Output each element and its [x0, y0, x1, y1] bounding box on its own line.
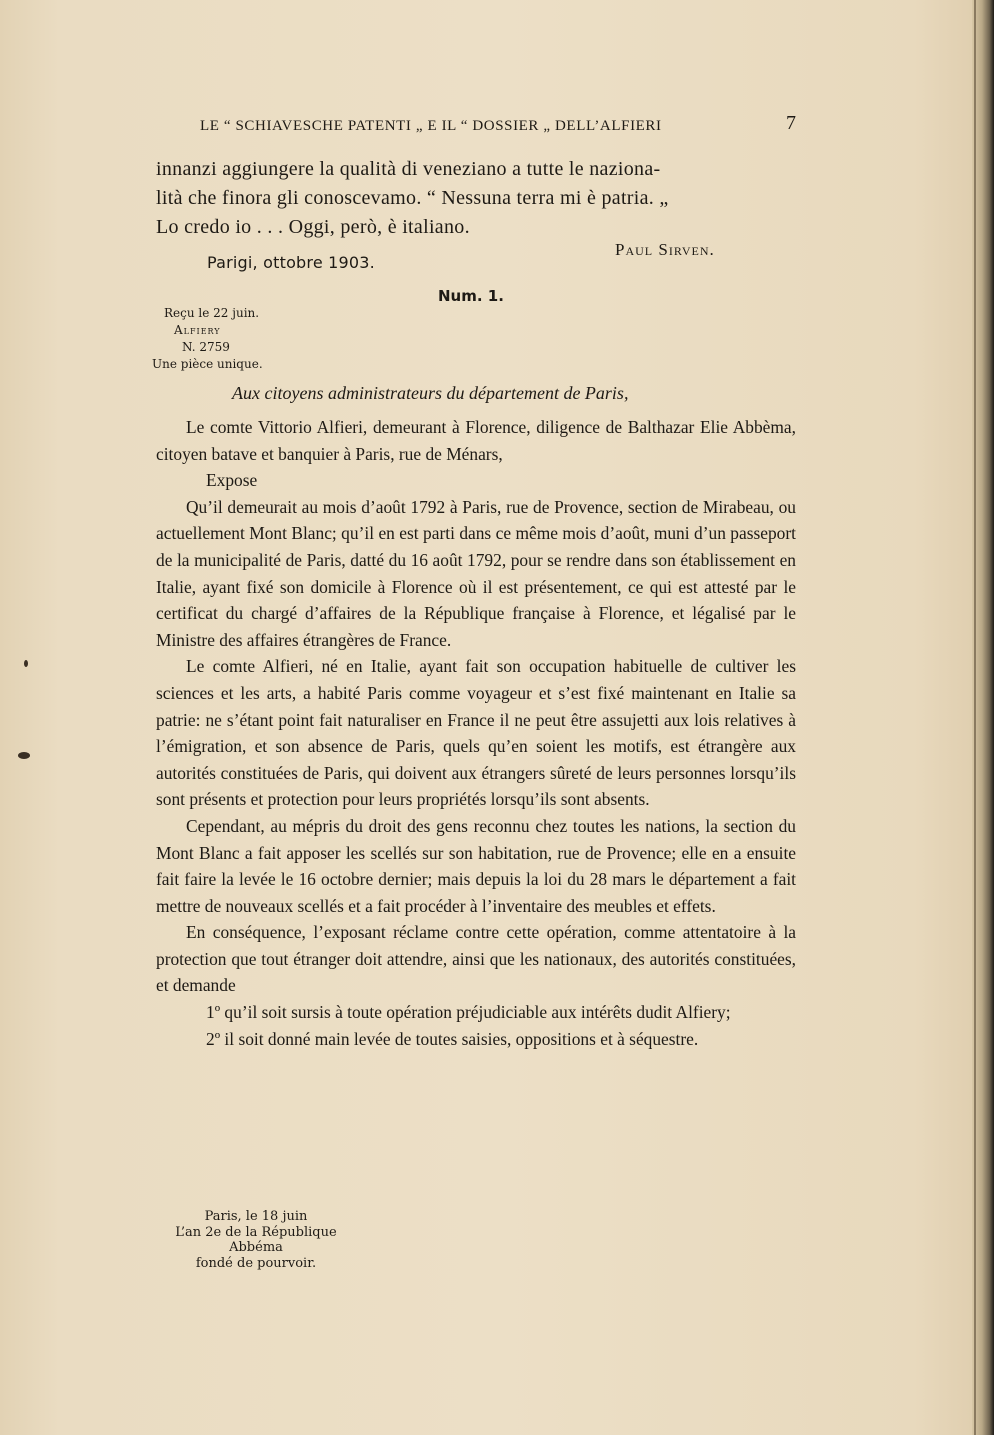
closing-line: Abbéma	[229, 1240, 283, 1255]
ink-speck	[24, 660, 28, 667]
margin-note-line: Une pièce unique.	[152, 357, 263, 371]
paragraph: Cependant, au mépris du droit des gens reconnu chez toutes les nations, la section du Mont Blanc a fait apposer les scellés sur son habitation, rue de Provence; elle en a ensuite fait faire la levée le 16 octobre dernier; mais depuis la loi du 28 mars le département a fait mettre de nouveaux scellés et a fait procéder à l’inventaire des meubles et effets.	[156, 815, 796, 916]
intro-line: innanzi aggiungere la qualità di veneziano a tutte le naziona-	[156, 158, 661, 180]
paragraph: 1º qu’il soit sursis à toute opération préjudiciable aux intérêts dudit Alfiery;	[206, 1002, 731, 1023]
intro-text	[156, 155, 796, 242]
closing-line: Paris, le 18 juin	[204, 1209, 308, 1224]
paragraph: Qu’il demeurait au mois d’août 1792 à Paris, rue de Provence, section de Mirabeau, ou actuellement Mont Blanc; qu’il en est parti dans ce même mois d’août, muni d’un passeport de la municipalité de Paris, datté du 16 août 1792, pour se rendre dans son établissement en Italie, ayant fixé son domicile à Florence où il est présentement, ce qui est attesté par le certificat du chargé d’affaires de la République française à Florence, et légalisé par le Ministre des affaires étrangères de France.	[156, 496, 796, 650]
page-edge-line	[974, 0, 976, 1435]
paragraph: Le comte Vittorio Alfieri, demeurant à Florence, diligence de Balthazar Elie Abbèma, citoyen batave et banquier à Paris, rue de Ménars,	[156, 417, 796, 464]
paragraph: 2º il soit donné main levée de toutes saisies, oppositions et à séquestre.	[206, 1028, 699, 1049]
closing-line: fondé de pourvoir.	[195, 1255, 317, 1271]
address-line: Aux citoyens administrateurs du département de Paris,	[232, 383, 629, 403]
page-number: 7	[786, 112, 796, 134]
closing-block	[156, 1209, 356, 1271]
ink-speck	[18, 752, 30, 759]
running-head	[200, 112, 800, 135]
paragraph: Le comte Alfieri, né en Italie, ayant fait son occupation habituelle de cultiver les sciences et les arts, a habité Paris comme voyageur et s’est fixé maintenant en Italie sa patrie: ne s’étant point fait naturaliser en France il ne peut être assujetti aux lois relatives à l’émigration, et son absence de Paris, quels qu’en soient les motifs, est étrangère aux autorités constituées de Paris, qui doivent aux étrangers sûreté de leurs personnes lorsqu’ils sont présents et protection pour leurs propriétés lorsqu’ils sont absents.	[156, 656, 796, 810]
document-body	[156, 414, 796, 1052]
document-heading: Num. 1.	[438, 287, 504, 305]
intro-line: lità che finora gli conoscevamo. “ Nessuna terra mi è patria. „	[156, 187, 669, 209]
margin-note-line: Alfiery	[174, 323, 221, 337]
place-date: Parigi, ottobre 1903.	[207, 253, 375, 272]
running-head-title: LE “ SCHIAVESCHE PATENTI „ E IL “ DOSSIER „ DELL’ALFIERI	[200, 118, 662, 134]
margin-note-line: Reçu le 22 juin.	[164, 306, 260, 320]
author-signature: Paul Sirven.	[615, 240, 715, 259]
margin-note-line: N. 2759	[182, 340, 230, 354]
paragraph: En conséquence, l’exposant réclame contre cette opération, comme attentatoire à la protection que tout étranger doit attendre, ainsi que les nationaux, des autorités constituées, et demande	[156, 922, 796, 996]
intro-line: Lo credo io . . . Oggi, però, è italiano.	[156, 216, 470, 238]
closing-line: L’an 2e de la République	[175, 1224, 337, 1240]
margin-note	[152, 305, 302, 373]
paragraph: Expose	[206, 470, 258, 491]
